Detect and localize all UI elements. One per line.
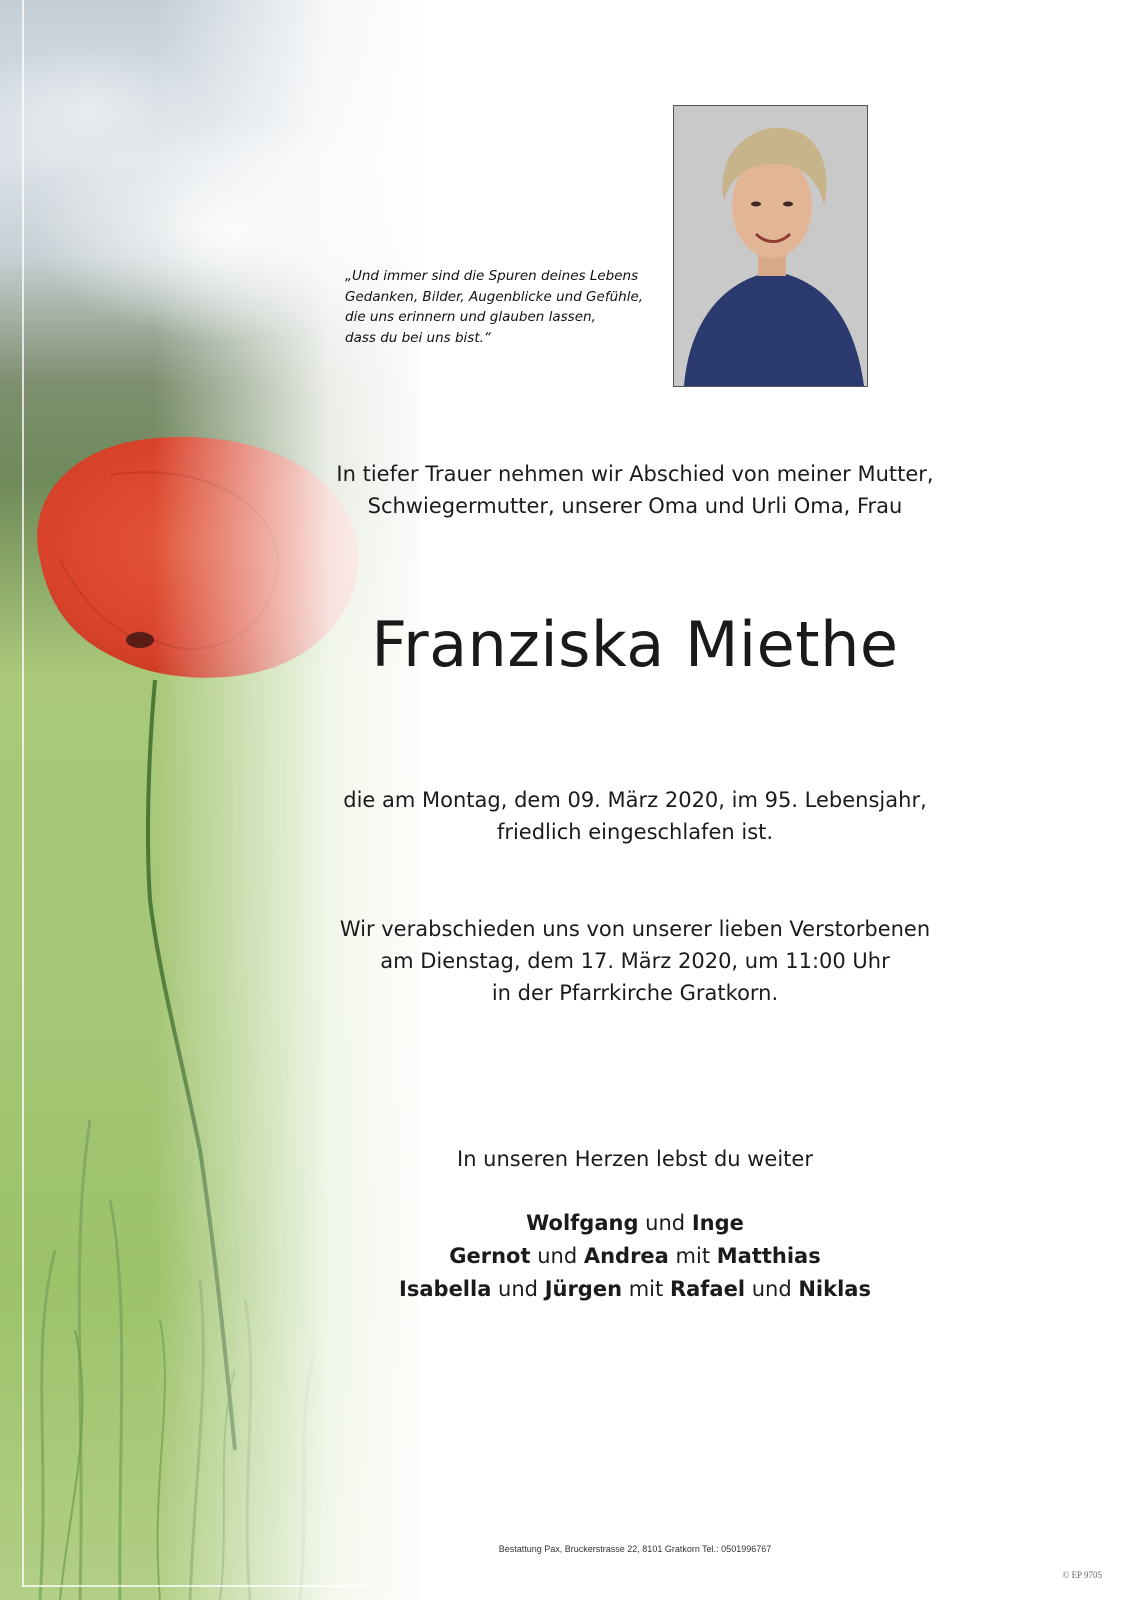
death-line: die am Montag, dem 09. März 2020, im 95. Lebensjahr, xyxy=(343,788,927,812)
conjunction: und xyxy=(530,1244,584,1268)
mourner-name: Andrea xyxy=(583,1244,669,1268)
quote-line: dass du bei uns bist.“ xyxy=(345,329,491,346)
closing-line: In unseren Herzen lebst du weiter xyxy=(457,1147,813,1171)
death-details xyxy=(320,784,950,848)
mourners-row xyxy=(320,1240,950,1273)
mourners-list xyxy=(320,1207,950,1306)
frame-left-line xyxy=(22,0,24,1587)
mourner-name: Jürgen xyxy=(544,1277,623,1301)
conjunction: mit xyxy=(668,1244,717,1268)
conjunction: mit xyxy=(622,1277,670,1301)
service-line: Wir verabschieden uns von unserer lieben Verstorbenen xyxy=(339,917,931,941)
intro-line: Schwiegermutter, unserer Oma und Urli Oma, Frau xyxy=(367,494,903,518)
frame-bottom-line xyxy=(22,1585,380,1587)
conjunction: und xyxy=(638,1211,692,1235)
service-line: in der Pfarrkirche Gratkorn. xyxy=(491,981,779,1005)
mourner-name: Gernot xyxy=(449,1244,531,1268)
document-code: © EP 9705 xyxy=(1062,1570,1102,1580)
announcement-intro xyxy=(320,458,950,522)
mourner-name: Matthias xyxy=(716,1244,821,1268)
mourners-row xyxy=(320,1273,950,1306)
service-line: am Dienstag, dem 17. März 2020, um 11:00 Uhr xyxy=(380,949,890,973)
mourner-name: Inge xyxy=(691,1211,744,1235)
conjunction: und xyxy=(745,1277,799,1301)
portrait-photo xyxy=(673,105,868,387)
quote-line: die uns erinnern und glauben lassen, xyxy=(345,309,596,325)
deceased-name: Franziska Miethe xyxy=(371,608,899,681)
quote-line: „Und immer sind die Spuren deines Lebens xyxy=(345,268,639,284)
mourner-name: Isabella xyxy=(399,1277,492,1301)
mourners-row xyxy=(320,1207,950,1240)
funeral-home-footer: Bestattung Pax, Bruckerstrasse 22, 8101 Gratkorn Tel.: 0501996767 xyxy=(498,1544,772,1554)
mourner-name: Rafael xyxy=(669,1277,746,1301)
quote-line: Gedanken, Bilder, Augenblicke und Gefühle, xyxy=(345,288,644,305)
memorial-quote xyxy=(345,266,665,348)
service-details xyxy=(320,913,950,1009)
mourner-name: Wolfgang xyxy=(526,1211,639,1235)
intro-line: In tiefer Trauer nehmen wir Abschied von meiner Mutter, xyxy=(336,462,934,486)
mourner-name: Niklas xyxy=(798,1277,871,1301)
death-line: friedlich eingeschlafen ist. xyxy=(496,820,774,844)
conjunction: und xyxy=(491,1277,545,1301)
